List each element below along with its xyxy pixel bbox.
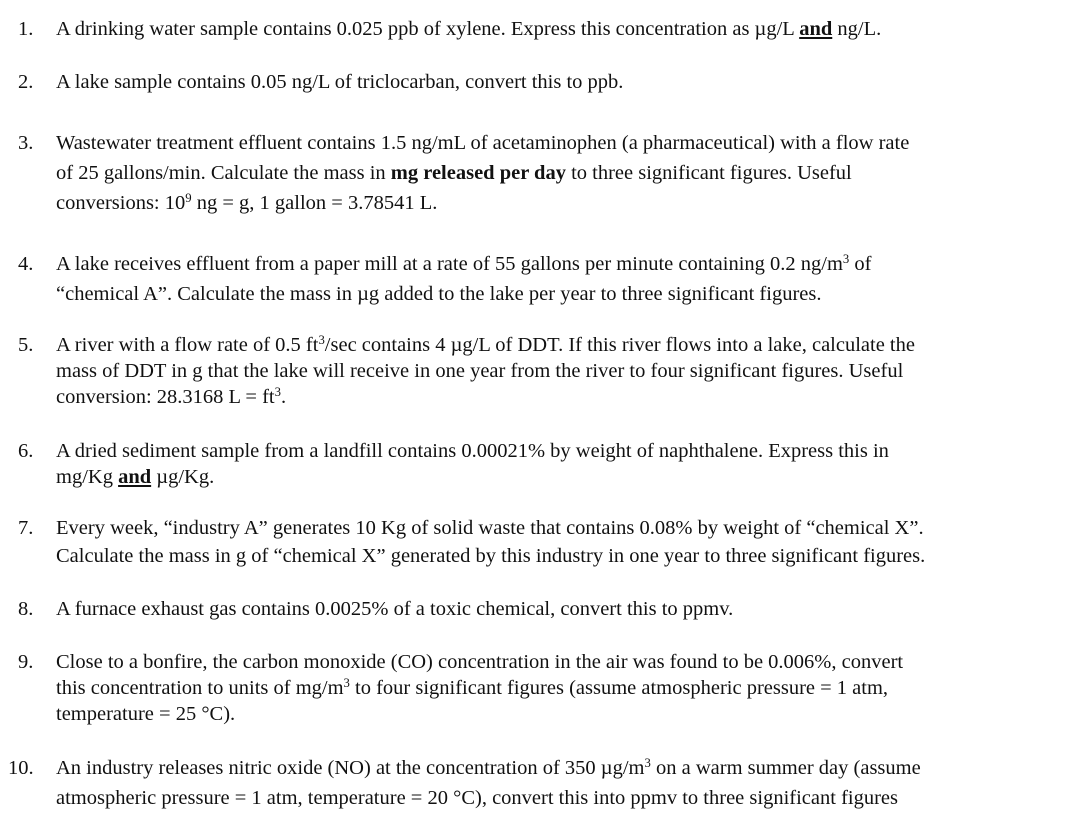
text-span: of xyxy=(849,253,872,275)
question-text-line xyxy=(56,651,903,674)
superscript: 3 xyxy=(274,385,281,400)
text-span: this concentration to units of mg/m xyxy=(56,677,344,699)
text-span: atmospheric pressure = 1 atm, temperature = 20 °C), convert this into ppmv to three significant figures xyxy=(56,787,898,809)
emphasis-text: and xyxy=(799,18,833,40)
question-text-line xyxy=(56,132,909,155)
text-span: “chemical A”. Calculate the mass in µg added to the lake per year to three significant figures. xyxy=(56,283,822,305)
question-text-line xyxy=(56,677,888,700)
question-text-line xyxy=(56,283,821,306)
text-span: mass of DDT in g that the lake will receive in one year from the river to four significant figures. Useful xyxy=(56,360,904,382)
text-span: Every week, “industry A” generates 10 Kg of solid waste that contains 0.08% by weight of “chemical X”. xyxy=(56,517,924,539)
text-span: Wastewater treatment effluent contains 1.5 ng/mL of acetaminophen (a pharmaceutical) with a flow rate xyxy=(56,132,910,154)
text-span: µg/Kg. xyxy=(151,466,215,488)
text-span: A furnace exhaust gas contains 0.0025% of a toxic chemical, convert this to ppmv. xyxy=(56,598,734,620)
question-text-line xyxy=(56,466,214,489)
text-span: of 25 gallons/min. Calculate the mass in xyxy=(56,162,391,184)
superscript: 3 xyxy=(318,333,325,348)
emphasis-text: and xyxy=(118,466,152,488)
question-text-line xyxy=(56,703,235,726)
text-span: mg/Kg xyxy=(56,466,119,488)
text-span: /sec contains 4 µg/L of DDT. If this river flows into a lake, calculate the xyxy=(324,334,915,356)
question-number: 6. xyxy=(18,440,34,462)
superscript: 3 xyxy=(644,756,651,771)
question-text-line xyxy=(56,787,898,810)
question-text-line xyxy=(56,360,903,383)
question-number: 3. xyxy=(18,132,34,154)
question-text-line xyxy=(56,192,437,215)
text-span: to four significant figures (assume atmospheric pressure = 1 atm, xyxy=(349,677,889,699)
text-span: A river with a flow rate of 0.5 ft xyxy=(56,334,319,356)
question-text-line xyxy=(56,71,623,94)
superscript: 9 xyxy=(185,191,192,206)
emphasis-text: mg released per day xyxy=(390,162,566,184)
text-span: A lake receives effluent from a paper mill at a rate of 55 gallons per minute containing 0.2 ng/m xyxy=(56,253,843,275)
question-text-line xyxy=(56,334,915,357)
text-span: on a warm summer day (assume xyxy=(650,757,921,779)
text-span: An industry releases nitric oxide (NO) at the concentration of 350 µg/m xyxy=(56,757,645,779)
text-span: conversions: 10 xyxy=(56,192,186,214)
superscript: 3 xyxy=(842,252,850,267)
text-span: A dried sediment sample from a landfill contains 0.00021% by weight of naphthalene. Express this in xyxy=(56,440,889,462)
question-text-line xyxy=(56,598,733,621)
text-span: conversion: 28.3168 L = ft xyxy=(56,386,275,408)
question-number: 4. xyxy=(18,253,34,275)
question-text-line xyxy=(56,757,921,780)
question-number: 5. xyxy=(18,334,34,356)
text-span: ng = g, 1 gallon = 3.78541 L. xyxy=(191,192,438,214)
question-text-line xyxy=(56,386,286,409)
question-number: 8. xyxy=(18,598,34,620)
question-number: 9. xyxy=(18,651,34,673)
question-number: 7. xyxy=(18,517,34,539)
question-text-line xyxy=(56,517,924,540)
text-span: A drinking water sample contains 0.025 ppb of xylene. Express this concentration as µg/L xyxy=(56,18,800,40)
text-span: ng/L. xyxy=(832,18,882,40)
question-text-line xyxy=(56,545,925,568)
question-text-line xyxy=(56,18,881,41)
question-number: 10. xyxy=(8,757,34,779)
question-text-line xyxy=(56,253,871,276)
text-span: temperature = 25 °C). xyxy=(56,703,236,725)
text-span: . xyxy=(280,386,287,408)
question-number: 2. xyxy=(18,71,34,93)
question-number: 1. xyxy=(18,18,34,40)
text-span: Close to a bonfire, the carbon monoxide (CO) concentration in the air was found to be 0.006%, convert xyxy=(56,651,904,673)
superscript: 3 xyxy=(343,676,350,691)
question-text-line xyxy=(56,162,852,185)
text-span: Calculate the mass in g of “chemical X” generated by this industry in one year to three significant figures. xyxy=(56,545,926,567)
text-span: A lake sample contains 0.05 ng/L of triclocarban, convert this to ppb. xyxy=(56,71,624,93)
question-text-line xyxy=(56,440,889,463)
text-span: to three significant figures. Useful xyxy=(565,162,852,184)
